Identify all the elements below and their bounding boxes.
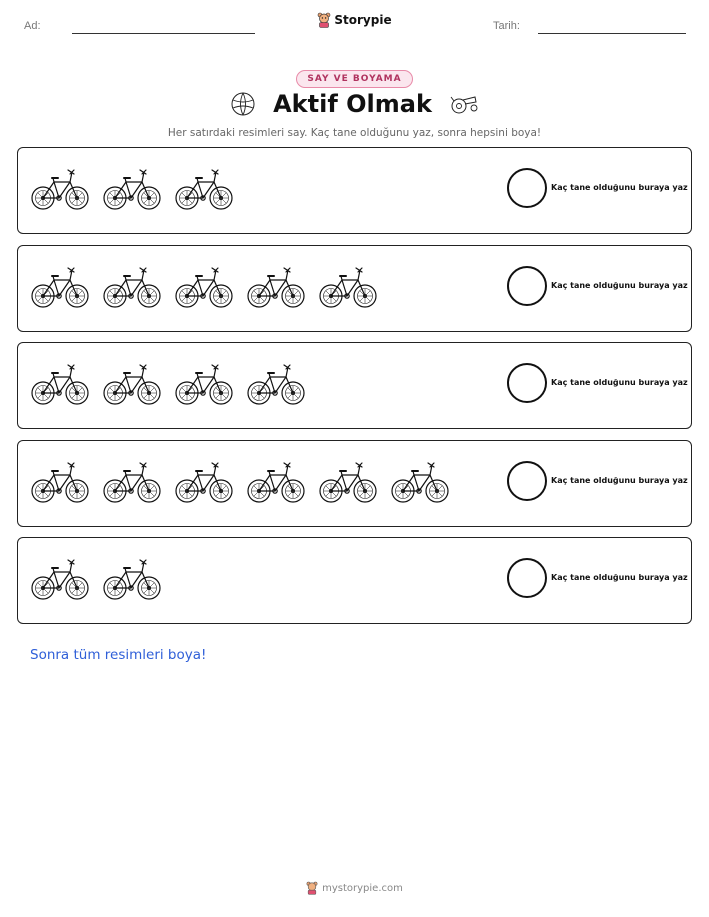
date-field-line[interactable] <box>538 33 686 34</box>
bicycle-icon <box>30 262 90 312</box>
answer-label: Kaç tane olduğunu buraya yaz <box>551 280 688 290</box>
activity-badge: SAY VE BOYAMA <box>296 70 412 88</box>
worksheet-header <box>0 0 709 50</box>
answer-circle[interactable] <box>507 266 547 306</box>
bicycle-icon <box>246 262 306 312</box>
brand-name: Storypie <box>334 13 392 27</box>
answer-label: Kaç tane olduğunu buraya yaz <box>551 378 688 387</box>
answer-circle[interactable] <box>507 461 547 501</box>
answer-circle[interactable] <box>507 558 547 598</box>
bicycle-icon <box>246 457 306 507</box>
footer-instruction: Sonra tüm resimleri boya! <box>30 647 207 663</box>
name-label: Ad: <box>24 20 41 32</box>
site-url: mystorypie.com <box>322 882 403 894</box>
bicycle-icon <box>174 359 234 409</box>
bicycle-icon <box>102 262 162 312</box>
bicycle-icon <box>318 457 378 507</box>
counting-row <box>17 245 692 332</box>
bicycle-group <box>30 262 378 312</box>
storypie-footer-logo-icon <box>306 881 318 895</box>
page-title: Aktif Olmak <box>273 90 432 118</box>
bicycle-icon <box>246 359 306 409</box>
bicycle-icon <box>174 262 234 312</box>
bicycle-group <box>30 457 450 507</box>
answer-circle[interactable] <box>507 168 547 208</box>
instructions: Her satırdaki resimleri say. Kaç tane olduğunu yaz, sonra hepsini boya! <box>167 127 542 139</box>
bicycle-icon <box>30 359 90 409</box>
bicycle-group <box>30 164 234 214</box>
counting-row <box>17 147 692 234</box>
date-label: Tarih: <box>493 20 520 32</box>
title-row <box>0 90 709 122</box>
counting-row <box>17 342 692 429</box>
answer-label: Kaç tane olduğunu buraya yaz <box>551 183 688 192</box>
bicycle-icon <box>30 457 90 507</box>
bicycle-icon <box>390 457 450 507</box>
storypie-logo-icon <box>317 12 331 28</box>
bicycle-group <box>30 359 306 409</box>
ball-icon <box>229 90 257 118</box>
answer-circle[interactable] <box>507 363 547 403</box>
bicycle-icon <box>102 359 162 409</box>
badge-wrap <box>0 66 709 88</box>
bicycle-icon <box>30 554 90 604</box>
counting-rows <box>17 147 692 635</box>
site-footer <box>0 880 709 899</box>
bicycle-icon <box>174 457 234 507</box>
bicycle-icon <box>174 164 234 214</box>
counting-row <box>17 537 692 624</box>
answer-label: Kaç tane olduğunu buraya yaz <box>551 573 688 582</box>
counting-row <box>17 440 692 527</box>
bicycle-icon <box>102 457 162 507</box>
bicycle-icon <box>30 164 90 214</box>
name-field-line[interactable] <box>72 33 255 34</box>
answer-label: Kaç tane olduğunu buraya yaz <box>551 475 688 485</box>
bicycle-icon <box>102 164 162 214</box>
bicycle-group <box>30 554 162 604</box>
brand <box>0 12 709 32</box>
bicycle-icon <box>102 554 162 604</box>
bicycle-icon <box>318 262 378 312</box>
whistle-icon <box>448 92 480 116</box>
